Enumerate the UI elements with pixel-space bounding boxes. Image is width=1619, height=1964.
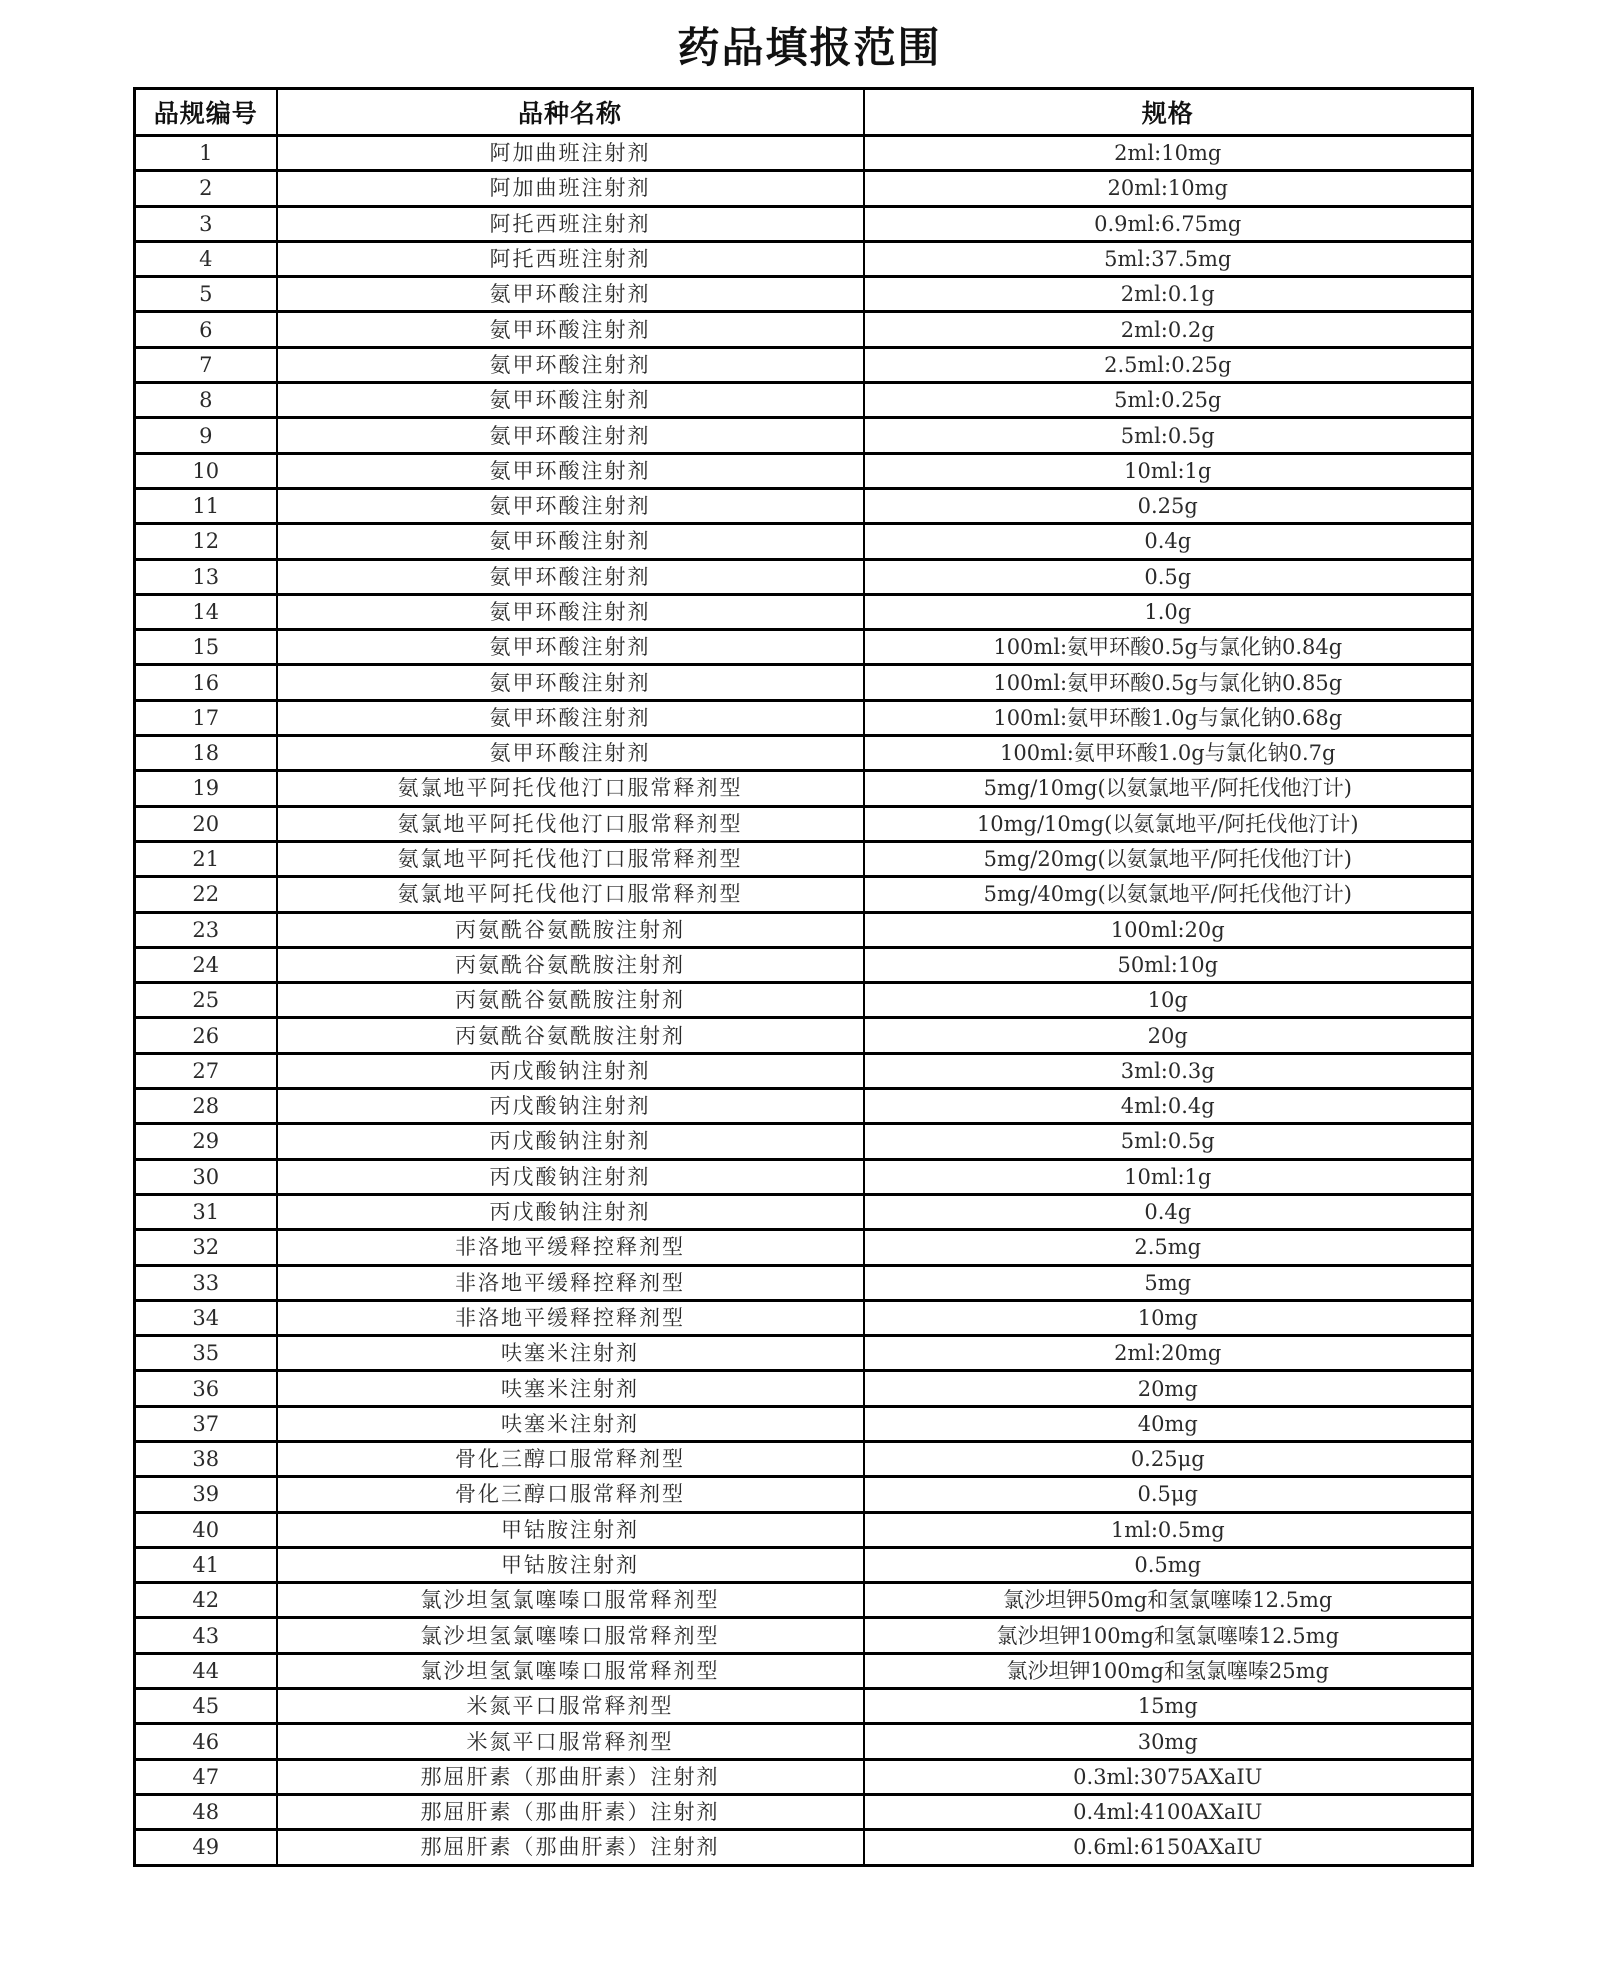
table-row	[135, 1441, 1473, 1476]
table-row	[135, 665, 1473, 700]
cell-code: 29	[135, 1124, 277, 1159]
cell-spec: 2ml:0.2g	[864, 312, 1473, 347]
drug-scope-table	[133, 87, 1474, 1867]
cell-code: 27	[135, 1053, 277, 1088]
table-row	[135, 1371, 1473, 1406]
cell-spec: 3ml:0.3g	[864, 1053, 1473, 1088]
cell-spec: 40mg	[864, 1406, 1473, 1441]
table-row	[135, 630, 1473, 665]
cell-spec: 100ml:氨甲环酸1.0g与氯化钠0.7g	[864, 736, 1473, 771]
cell-name: 那屈肝素（那曲肝素）注射剂	[277, 1830, 864, 1865]
table-header-row	[135, 89, 1473, 136]
table-row	[135, 1265, 1473, 1300]
cell-code: 34	[135, 1300, 277, 1335]
table-row	[135, 241, 1473, 276]
cell-spec: 10g	[864, 983, 1473, 1018]
table-row	[135, 1230, 1473, 1265]
cell-name: 非洛地平缓释控释剂型	[277, 1265, 864, 1300]
table-row	[135, 1618, 1473, 1653]
cell-spec: 5mg/40mg(以氨氯地平/阿托伐他汀计)	[864, 877, 1473, 912]
table-row	[135, 1194, 1473, 1229]
cell-spec: 5mg	[864, 1265, 1473, 1300]
table-row	[135, 418, 1473, 453]
cell-name: 氨氯地平阿托伐他汀口服常释剂型	[277, 806, 864, 841]
cell-spec: 2.5ml:0.25g	[864, 347, 1473, 382]
cell-code: 26	[135, 1018, 277, 1053]
table-row	[135, 983, 1473, 1018]
table-row	[135, 1547, 1473, 1582]
cell-name: 氨甲环酸注射剂	[277, 524, 864, 559]
cell-name: 丙戊酸钠注射剂	[277, 1194, 864, 1229]
cell-name: 氨甲环酸注射剂	[277, 630, 864, 665]
cell-spec: 1.0g	[864, 594, 1473, 629]
cell-name: 阿托西班注射剂	[277, 241, 864, 276]
cell-spec: 4ml:0.4g	[864, 1089, 1473, 1124]
table-row	[135, 383, 1473, 418]
cell-name: 那屈肝素（那曲肝素）注射剂	[277, 1794, 864, 1829]
cell-name: 氨甲环酸注射剂	[277, 312, 864, 347]
cell-spec: 5ml:0.5g	[864, 1124, 1473, 1159]
cell-name: 丙戊酸钠注射剂	[277, 1089, 864, 1124]
cell-name: 氨甲环酸注射剂	[277, 700, 864, 735]
cell-name: 呋塞米注射剂	[277, 1336, 864, 1371]
cell-name: 丙氨酰谷氨酰胺注射剂	[277, 1018, 864, 1053]
cell-code: 22	[135, 877, 277, 912]
table-row	[135, 1300, 1473, 1335]
cell-spec: 5ml:0.5g	[864, 418, 1473, 453]
cell-spec: 0.3ml:3075AXaIU	[864, 1759, 1473, 1794]
cell-name: 氨氯地平阿托伐他汀口服常释剂型	[277, 841, 864, 876]
cell-code: 39	[135, 1477, 277, 1512]
cell-spec: 1ml:0.5mg	[864, 1512, 1473, 1547]
cell-code: 43	[135, 1618, 277, 1653]
cell-name: 氨甲环酸注射剂	[277, 418, 864, 453]
cell-code: 20	[135, 806, 277, 841]
cell-spec: 50ml:10g	[864, 947, 1473, 982]
cell-code: 10	[135, 453, 277, 488]
cell-spec: 2.5mg	[864, 1230, 1473, 1265]
cell-name: 丙戊酸钠注射剂	[277, 1159, 864, 1194]
cell-name: 氨甲环酸注射剂	[277, 488, 864, 523]
cell-spec: 0.9ml:6.75mg	[864, 206, 1473, 241]
table-row	[135, 1512, 1473, 1547]
cell-name: 氨甲环酸注射剂	[277, 665, 864, 700]
cell-spec: 5ml:37.5mg	[864, 241, 1473, 276]
cell-spec: 0.5g	[864, 559, 1473, 594]
table-row	[135, 594, 1473, 629]
cell-spec: 5mg/20mg(以氨氯地平/阿托伐他汀计)	[864, 841, 1473, 876]
column-header-code: 品规编号	[135, 89, 277, 136]
cell-spec: 2ml:0.1g	[864, 277, 1473, 312]
cell-code: 21	[135, 841, 277, 876]
table-row	[135, 1018, 1473, 1053]
cell-name: 阿加曲班注射剂	[277, 171, 864, 206]
cell-name: 氨甲环酸注射剂	[277, 383, 864, 418]
table-row	[135, 1794, 1473, 1829]
cell-spec: 15mg	[864, 1689, 1473, 1724]
cell-code: 42	[135, 1583, 277, 1618]
cell-spec: 5ml:0.25g	[864, 383, 1473, 418]
cell-code: 8	[135, 383, 277, 418]
cell-name: 氯沙坦氢氯噻嗪口服常释剂型	[277, 1583, 864, 1618]
cell-code: 36	[135, 1371, 277, 1406]
cell-code: 7	[135, 347, 277, 382]
cell-spec: 100ml:20g	[864, 912, 1473, 947]
cell-code: 5	[135, 277, 277, 312]
cell-code: 24	[135, 947, 277, 982]
cell-name: 氨氯地平阿托伐他汀口服常释剂型	[277, 771, 864, 806]
cell-name: 氨甲环酸注射剂	[277, 277, 864, 312]
cell-spec: 5mg/10mg(以氨氯地平/阿托伐他汀计)	[864, 771, 1473, 806]
cell-code: 48	[135, 1794, 277, 1829]
cell-spec: 0.25g	[864, 488, 1473, 523]
table-row	[135, 1759, 1473, 1794]
cell-name: 非洛地平缓释控释剂型	[277, 1230, 864, 1265]
cell-code: 35	[135, 1336, 277, 1371]
cell-spec: 氯沙坦钾50mg和氢氯噻嗪12.5mg	[864, 1583, 1473, 1618]
cell-spec: 20ml:10mg	[864, 171, 1473, 206]
cell-code: 13	[135, 559, 277, 594]
cell-name: 氨甲环酸注射剂	[277, 559, 864, 594]
cell-code: 17	[135, 700, 277, 735]
column-header-name: 品种名称	[277, 89, 864, 136]
table-row	[135, 736, 1473, 771]
cell-name: 氨氯地平阿托伐他汀口服常释剂型	[277, 877, 864, 912]
cell-spec: 氯沙坦钾100mg和氢氯噻嗪12.5mg	[864, 1618, 1473, 1653]
table-row	[135, 877, 1473, 912]
table-row	[135, 1583, 1473, 1618]
table-row	[135, 841, 1473, 876]
cell-code: 25	[135, 983, 277, 1018]
cell-spec: 20g	[864, 1018, 1473, 1053]
cell-name: 阿托西班注射剂	[277, 206, 864, 241]
table-row	[135, 347, 1473, 382]
cell-name: 氨甲环酸注射剂	[277, 347, 864, 382]
cell-spec: 10ml:1g	[864, 453, 1473, 488]
cell-name: 米氮平口服常释剂型	[277, 1689, 864, 1724]
cell-code: 44	[135, 1653, 277, 1688]
column-header-spec: 规格	[864, 89, 1473, 136]
table-row	[135, 524, 1473, 559]
cell-spec: 0.4g	[864, 1194, 1473, 1229]
cell-name: 甲钴胺注射剂	[277, 1547, 864, 1582]
table-row	[135, 1724, 1473, 1759]
cell-name: 氨甲环酸注射剂	[277, 594, 864, 629]
cell-code: 37	[135, 1406, 277, 1441]
cell-spec: 10ml:1g	[864, 1159, 1473, 1194]
cell-code: 40	[135, 1512, 277, 1547]
cell-code: 45	[135, 1689, 277, 1724]
cell-name: 骨化三醇口服常释剂型	[277, 1441, 864, 1476]
cell-code: 4	[135, 241, 277, 276]
cell-code: 28	[135, 1089, 277, 1124]
table-row	[135, 1689, 1473, 1724]
cell-spec: 10mg	[864, 1300, 1473, 1335]
cell-name: 骨化三醇口服常释剂型	[277, 1477, 864, 1512]
cell-code: 18	[135, 736, 277, 771]
table-body	[135, 136, 1473, 1866]
cell-spec: 0.5mg	[864, 1547, 1473, 1582]
cell-spec: 10mg/10mg(以氨氯地平/阿托伐他汀计)	[864, 806, 1473, 841]
cell-name: 甲钴胺注射剂	[277, 1512, 864, 1547]
cell-code: 23	[135, 912, 277, 947]
cell-spec: 100ml:氨甲环酸0.5g与氯化钠0.85g	[864, 665, 1473, 700]
cell-code: 11	[135, 488, 277, 523]
cell-code: 49	[135, 1830, 277, 1865]
cell-name: 氨甲环酸注射剂	[277, 453, 864, 488]
table-row	[135, 559, 1473, 594]
table-row	[135, 1159, 1473, 1194]
table-row	[135, 1053, 1473, 1088]
cell-code: 15	[135, 630, 277, 665]
cell-name: 丙氨酰谷氨酰胺注射剂	[277, 912, 864, 947]
cell-spec: 0.5μg	[864, 1477, 1473, 1512]
table-row	[135, 700, 1473, 735]
cell-spec: 0.6ml:6150AXaIU	[864, 1830, 1473, 1865]
cell-code: 12	[135, 524, 277, 559]
table-row	[135, 312, 1473, 347]
table-row	[135, 206, 1473, 241]
cell-name: 阿加曲班注射剂	[277, 136, 864, 171]
cell-spec: 0.4ml:4100AXaIU	[864, 1794, 1473, 1829]
cell-name: 丙戊酸钠注射剂	[277, 1124, 864, 1159]
cell-name: 非洛地平缓释控释剂型	[277, 1300, 864, 1335]
cell-code: 14	[135, 594, 277, 629]
cell-code: 38	[135, 1441, 277, 1476]
cell-spec: 0.25μg	[864, 1441, 1473, 1476]
cell-spec: 2ml:20mg	[864, 1336, 1473, 1371]
table-row	[135, 1089, 1473, 1124]
table-row	[135, 171, 1473, 206]
table-row	[135, 453, 1473, 488]
cell-code: 46	[135, 1724, 277, 1759]
cell-code: 33	[135, 1265, 277, 1300]
cell-code: 16	[135, 665, 277, 700]
cell-spec: 0.4g	[864, 524, 1473, 559]
table-row	[135, 1336, 1473, 1371]
cell-name: 氯沙坦氢氯噻嗪口服常释剂型	[277, 1653, 864, 1688]
cell-name: 丙戊酸钠注射剂	[277, 1053, 864, 1088]
cell-code: 6	[135, 312, 277, 347]
table-row	[135, 488, 1473, 523]
table-row	[135, 947, 1473, 982]
page-title: 药品填报范围	[677, 23, 942, 72]
cell-code: 32	[135, 1230, 277, 1265]
cell-code: 41	[135, 1547, 277, 1582]
cell-code: 2	[135, 171, 277, 206]
cell-code: 3	[135, 206, 277, 241]
cell-name: 米氮平口服常释剂型	[277, 1724, 864, 1759]
cell-code: 9	[135, 418, 277, 453]
table-row	[135, 1830, 1473, 1865]
table-row	[135, 1477, 1473, 1512]
cell-code: 19	[135, 771, 277, 806]
table-row	[135, 1406, 1473, 1441]
cell-spec: 氯沙坦钾100mg和氢氯噻嗪25mg	[864, 1653, 1473, 1688]
cell-spec: 30mg	[864, 1724, 1473, 1759]
table-row	[135, 806, 1473, 841]
cell-code: 1	[135, 136, 277, 171]
cell-name: 呋塞米注射剂	[277, 1406, 864, 1441]
cell-name: 丙氨酰谷氨酰胺注射剂	[277, 947, 864, 982]
cell-spec: 20mg	[864, 1371, 1473, 1406]
cell-name: 氨甲环酸注射剂	[277, 736, 864, 771]
table-row	[135, 277, 1473, 312]
cell-spec: 100ml:氨甲环酸0.5g与氯化钠0.84g	[864, 630, 1473, 665]
cell-name: 氯沙坦氢氯噻嗪口服常释剂型	[277, 1618, 864, 1653]
cell-code: 47	[135, 1759, 277, 1794]
table-row	[135, 136, 1473, 171]
table-row	[135, 912, 1473, 947]
cell-name: 那屈肝素（那曲肝素）注射剂	[277, 1759, 864, 1794]
cell-name: 呋塞米注射剂	[277, 1371, 864, 1406]
cell-code: 30	[135, 1159, 277, 1194]
cell-code: 31	[135, 1194, 277, 1229]
table-row	[135, 771, 1473, 806]
table-row	[135, 1124, 1473, 1159]
table-row	[135, 1653, 1473, 1688]
cell-spec: 100ml:氨甲环酸1.0g与氯化钠0.68g	[864, 700, 1473, 735]
cell-spec: 2ml:10mg	[864, 136, 1473, 171]
cell-name: 丙氨酰谷氨酰胺注射剂	[277, 983, 864, 1018]
